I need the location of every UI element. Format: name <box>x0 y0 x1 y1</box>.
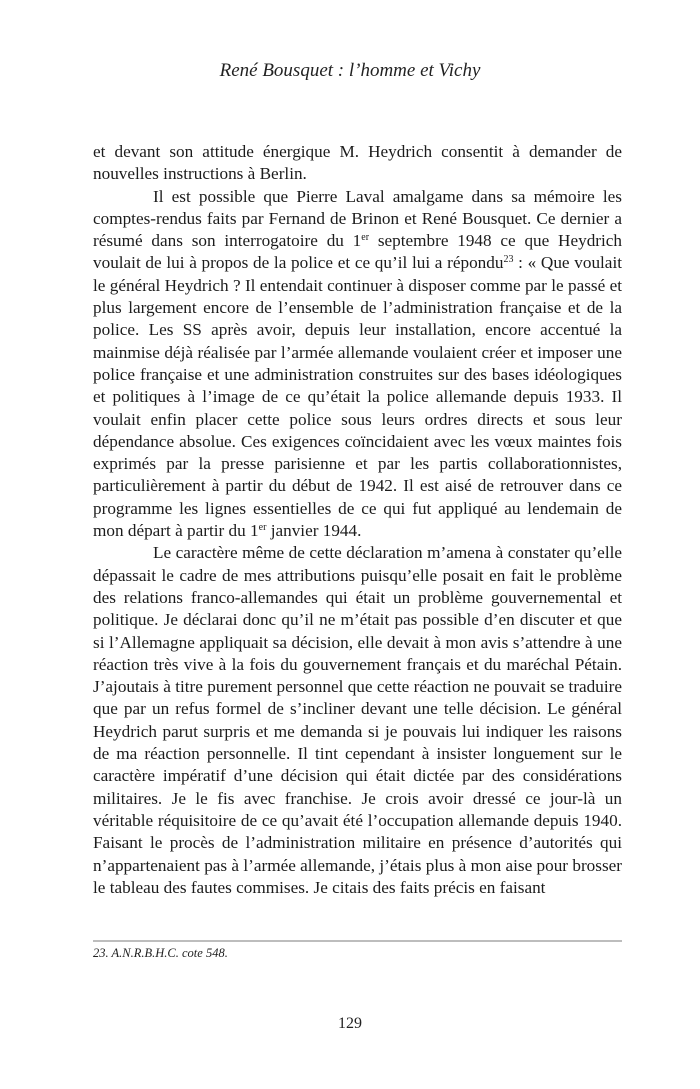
paragraph <box>93 542 622 899</box>
footnote-23: 23. A.N.R.B.H.C. cote 548. <box>93 946 228 960</box>
paragraph-text: Il est possible que Pierre Laval amalgame dans sa mémoire les comptes-rendus faits par Fernand de Brinon et René Bousquet. Ce dernier a résumé dans son interrogatoire du 1 <box>93 186 622 251</box>
paragraph-text: septembre 1948 ce que Heydrich voulait de lui à propos de la police et ce qu’il lui a répondu <box>93 231 623 273</box>
page-number: 129 <box>338 1015 362 1032</box>
ordinal-superscript: er <box>361 232 370 244</box>
paragraph-text: : « Que voulait le général Heydrich ? Il entendait continuer à disposer comme par le passé et plus largement encore de l’ensemble de l’administration française et de la police. Les SS après avoir, depuis leur installation, encore accentué la mainmise déjà réalisée par l’armée allemande voulaient créer et imposer une police française et une administration construites sur des bases idéologiques et politiques à l’image de ce qu’était la police allemande depuis 1933. Il voulait enfin placer cette police sous leurs ordres directs et sous leur dépendance absolue. Ces exigences coïncidaient avec les vœux maintes fois exprimés par la presse parisienne et par les partis collaborationnistes, particulièrement à partir du début de 1942. Il est aisé de retrouver dans ce programme les lignes essentielles de ce qui fut appliqué au lendemain de mon départ à partir du 1 <box>93 253 622 541</box>
footnote-separator-rule <box>93 940 622 942</box>
paragraph-text: et devant son attitude énergique M. Heydrich consentit à demander de nouvelles instructions à Berlin. <box>93 142 622 184</box>
paragraph <box>93 141 622 186</box>
body-text <box>93 141 622 899</box>
paragraph <box>93 186 622 543</box>
paragraph-text: janvier 1944. <box>266 521 362 541</box>
paragraph-text: Le caractère même de cette déclaration m’amena à constater qu’elle dépassait le cadre de mes attributions puisqu’elle posait en fait le problème des relations franco-allemandes qui était un problème gouvernemental et politique. Je déclarai donc qu’il ne m’était pas possible d’en discuter et que si l’Allemagne appliquait sa décision, elle devait à mon avis s’attendre à une réaction très vive à la fois du gouvernement français et du maréchal Pétain. J’ajoutais à titre purement personnel que cette réaction ne pouvait se traduire que par un refus formel de s’incliner devant une telle décision. Le général Heydrich parut surpris et me demanda si je pouvais lui indiquer les raisons de ma réaction personnelle. Il tint cependant à insister longuement sur le caractère impératif d’une décision qui était dictée par des considérations militaires. Je le fis avec franchise. Je crois avoir dressé ce jour-là un véritable réquisitoire de ce qu’avait été l’occupation allemande depuis 1940. Faisant le procès de l’administration militaire en présence d’autorités qui n’appartenaient pas à l’armée allemande, j’étais plus à mon aise pour brosser le tableau des fautes commises. Je citais des faits précis en faisant <box>93 543 622 897</box>
running-head-title: René Bousquet : l’homme et Vichy <box>219 60 481 81</box>
footnote-ref-23[interactable]: 23 <box>503 254 514 266</box>
ordinal-superscript: er <box>258 522 267 534</box>
